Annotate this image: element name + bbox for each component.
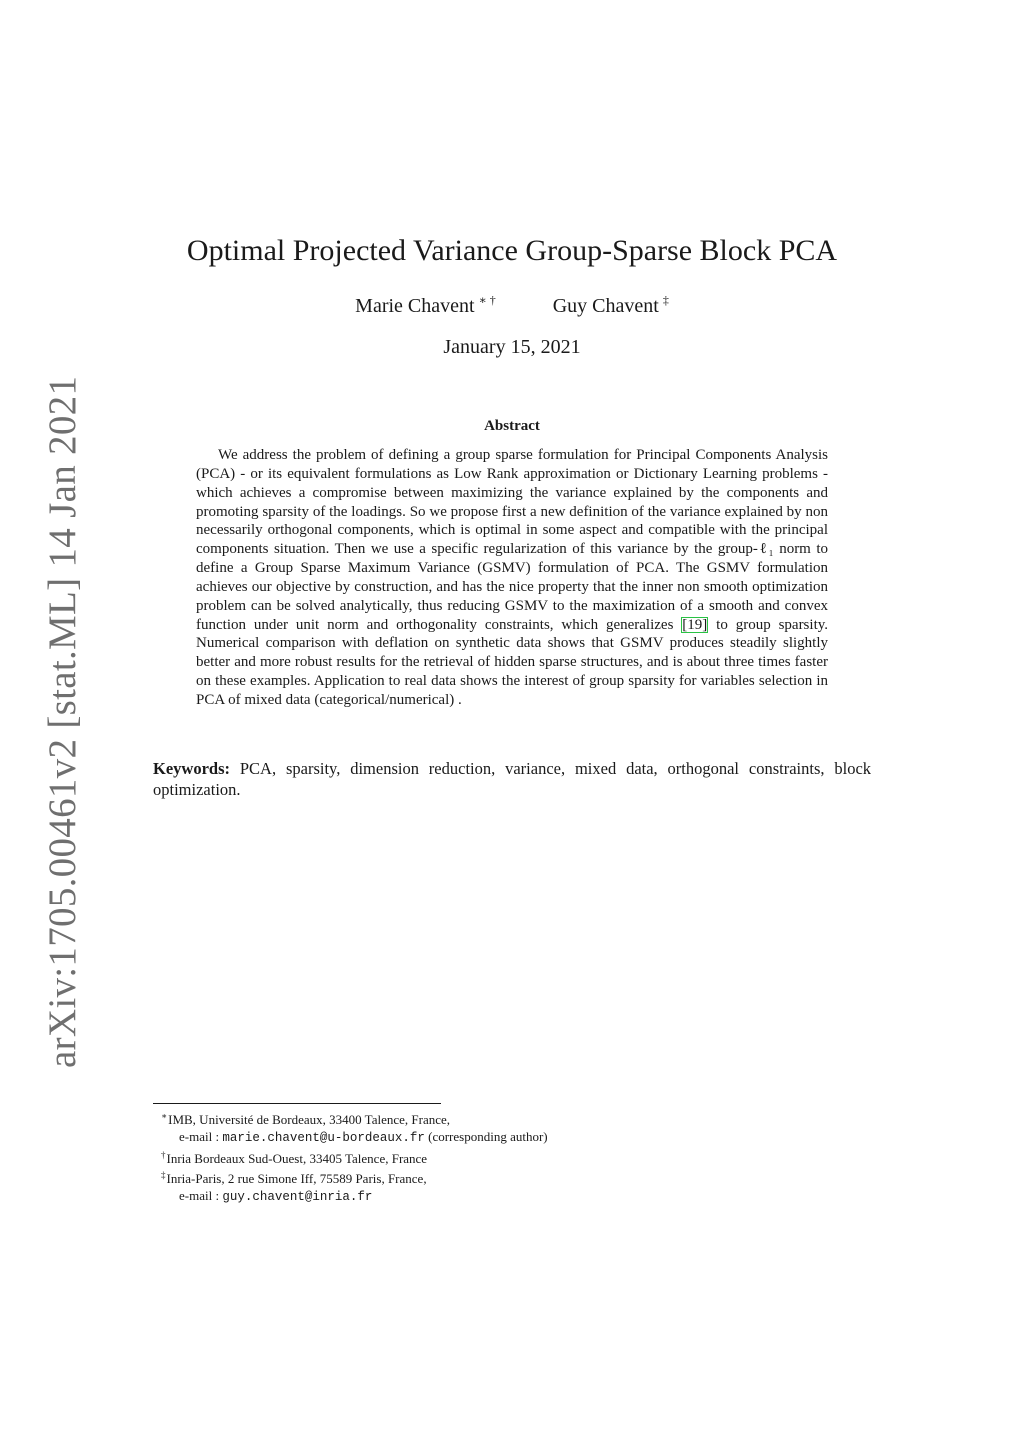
author-affiliation-marks: ∗ † xyxy=(478,293,496,307)
author-affiliation-marks: ‡ xyxy=(662,293,669,307)
footnote-text: Inria Bordeaux Sud-Ouest, 33405 Talence, France xyxy=(166,1150,428,1166)
footnote-divider xyxy=(153,1103,441,1104)
citation-link[interactable]: [19] xyxy=(682,616,708,633)
publication-date: January 15, 2021 xyxy=(443,336,581,358)
abstract-text: We address the problem of defining a group sparse formulation for Principal Components Analysis (PCA) - or its equivalent formulations as Low Rank approximation or Dictionary Learning problems - which achieves a compromise between maximizing the variance explained by the components and promoting sparsity of the loadings. So we propose first a new definition of the variance explained by non necessarily orthogonal components, which is optimal in some aspect and compatible with the principal components situation. Then we use a specific regularization of this variance by the group-ℓ₁ norm to define a Group Sparse Maximum Variance (GSMV) formulation of PCA. The GSMV formulation achieves our objective by construction, and has the nice property that the inner non smooth optimization problem can be solved analytically, thus reducing GSMV to the maximization of a smooth and convex function under unit norm and orthogonality constraints, which generalizes xyxy=(196,447,828,633)
author-1 xyxy=(355,293,496,318)
author-2 xyxy=(553,293,669,318)
arxiv-identifier: arXiv:1705.00461v2 [stat.ML] 14 Jan 2021 xyxy=(41,375,84,1068)
email-prefix: e-mail : xyxy=(179,1128,223,1144)
email-address: guy.chavent@inria.fr xyxy=(222,1190,373,1205)
footnotes xyxy=(161,1108,861,1206)
paper-title: Optimal Projected Variance Group-Sparse Block PCA xyxy=(186,234,838,267)
abstract-heading: Abstract xyxy=(484,418,540,434)
abstract-body xyxy=(196,446,828,710)
author-name: Guy Chavent xyxy=(552,295,659,317)
email-suffix: (corresponding author) xyxy=(424,1128,548,1144)
email-prefix: e-mail : xyxy=(179,1188,223,1204)
footnote-2 xyxy=(161,1147,861,1168)
footnote-text: IMB, Université de Bordeaux, 33400 Talence, France, xyxy=(168,1112,451,1127)
footnote-1 xyxy=(161,1108,861,1129)
footnote-3 xyxy=(161,1167,861,1188)
author-name: Marie Chavent xyxy=(355,295,475,317)
author-list xyxy=(0,293,1024,318)
keywords-list: PCA, sparsity, dimension reduction, variance, mixed data, orthogonal constraints, block optimization. xyxy=(153,759,872,799)
footnote-mark: ‡ xyxy=(161,1170,166,1181)
keywords-label: Keywords: xyxy=(153,759,230,778)
abstract-text-continued: to group sparsity. Numerical comparison with deflation on synthetic data shows that GSMV produces steadily slightly better and more robust results for the retrieval of hidden sparse structures, and is about three times faster on these examples. Application to real data shows the interest of group sparsity for variables selection in PCA of mixed data (categorical/numerical) . xyxy=(196,616,829,708)
footnote-mark: ∗ xyxy=(161,1111,168,1121)
email-address: marie.chavent@u-bordeaux.fr xyxy=(222,1130,425,1145)
footnote-mark: † xyxy=(161,1149,166,1160)
footnote-3-email-line xyxy=(161,1188,861,1206)
footnote-text: Inria-Paris, 2 rue Simone Iff, 75589 Paris, France, xyxy=(166,1171,427,1187)
keywords xyxy=(153,759,871,800)
footnote-1-email-line xyxy=(161,1129,861,1147)
